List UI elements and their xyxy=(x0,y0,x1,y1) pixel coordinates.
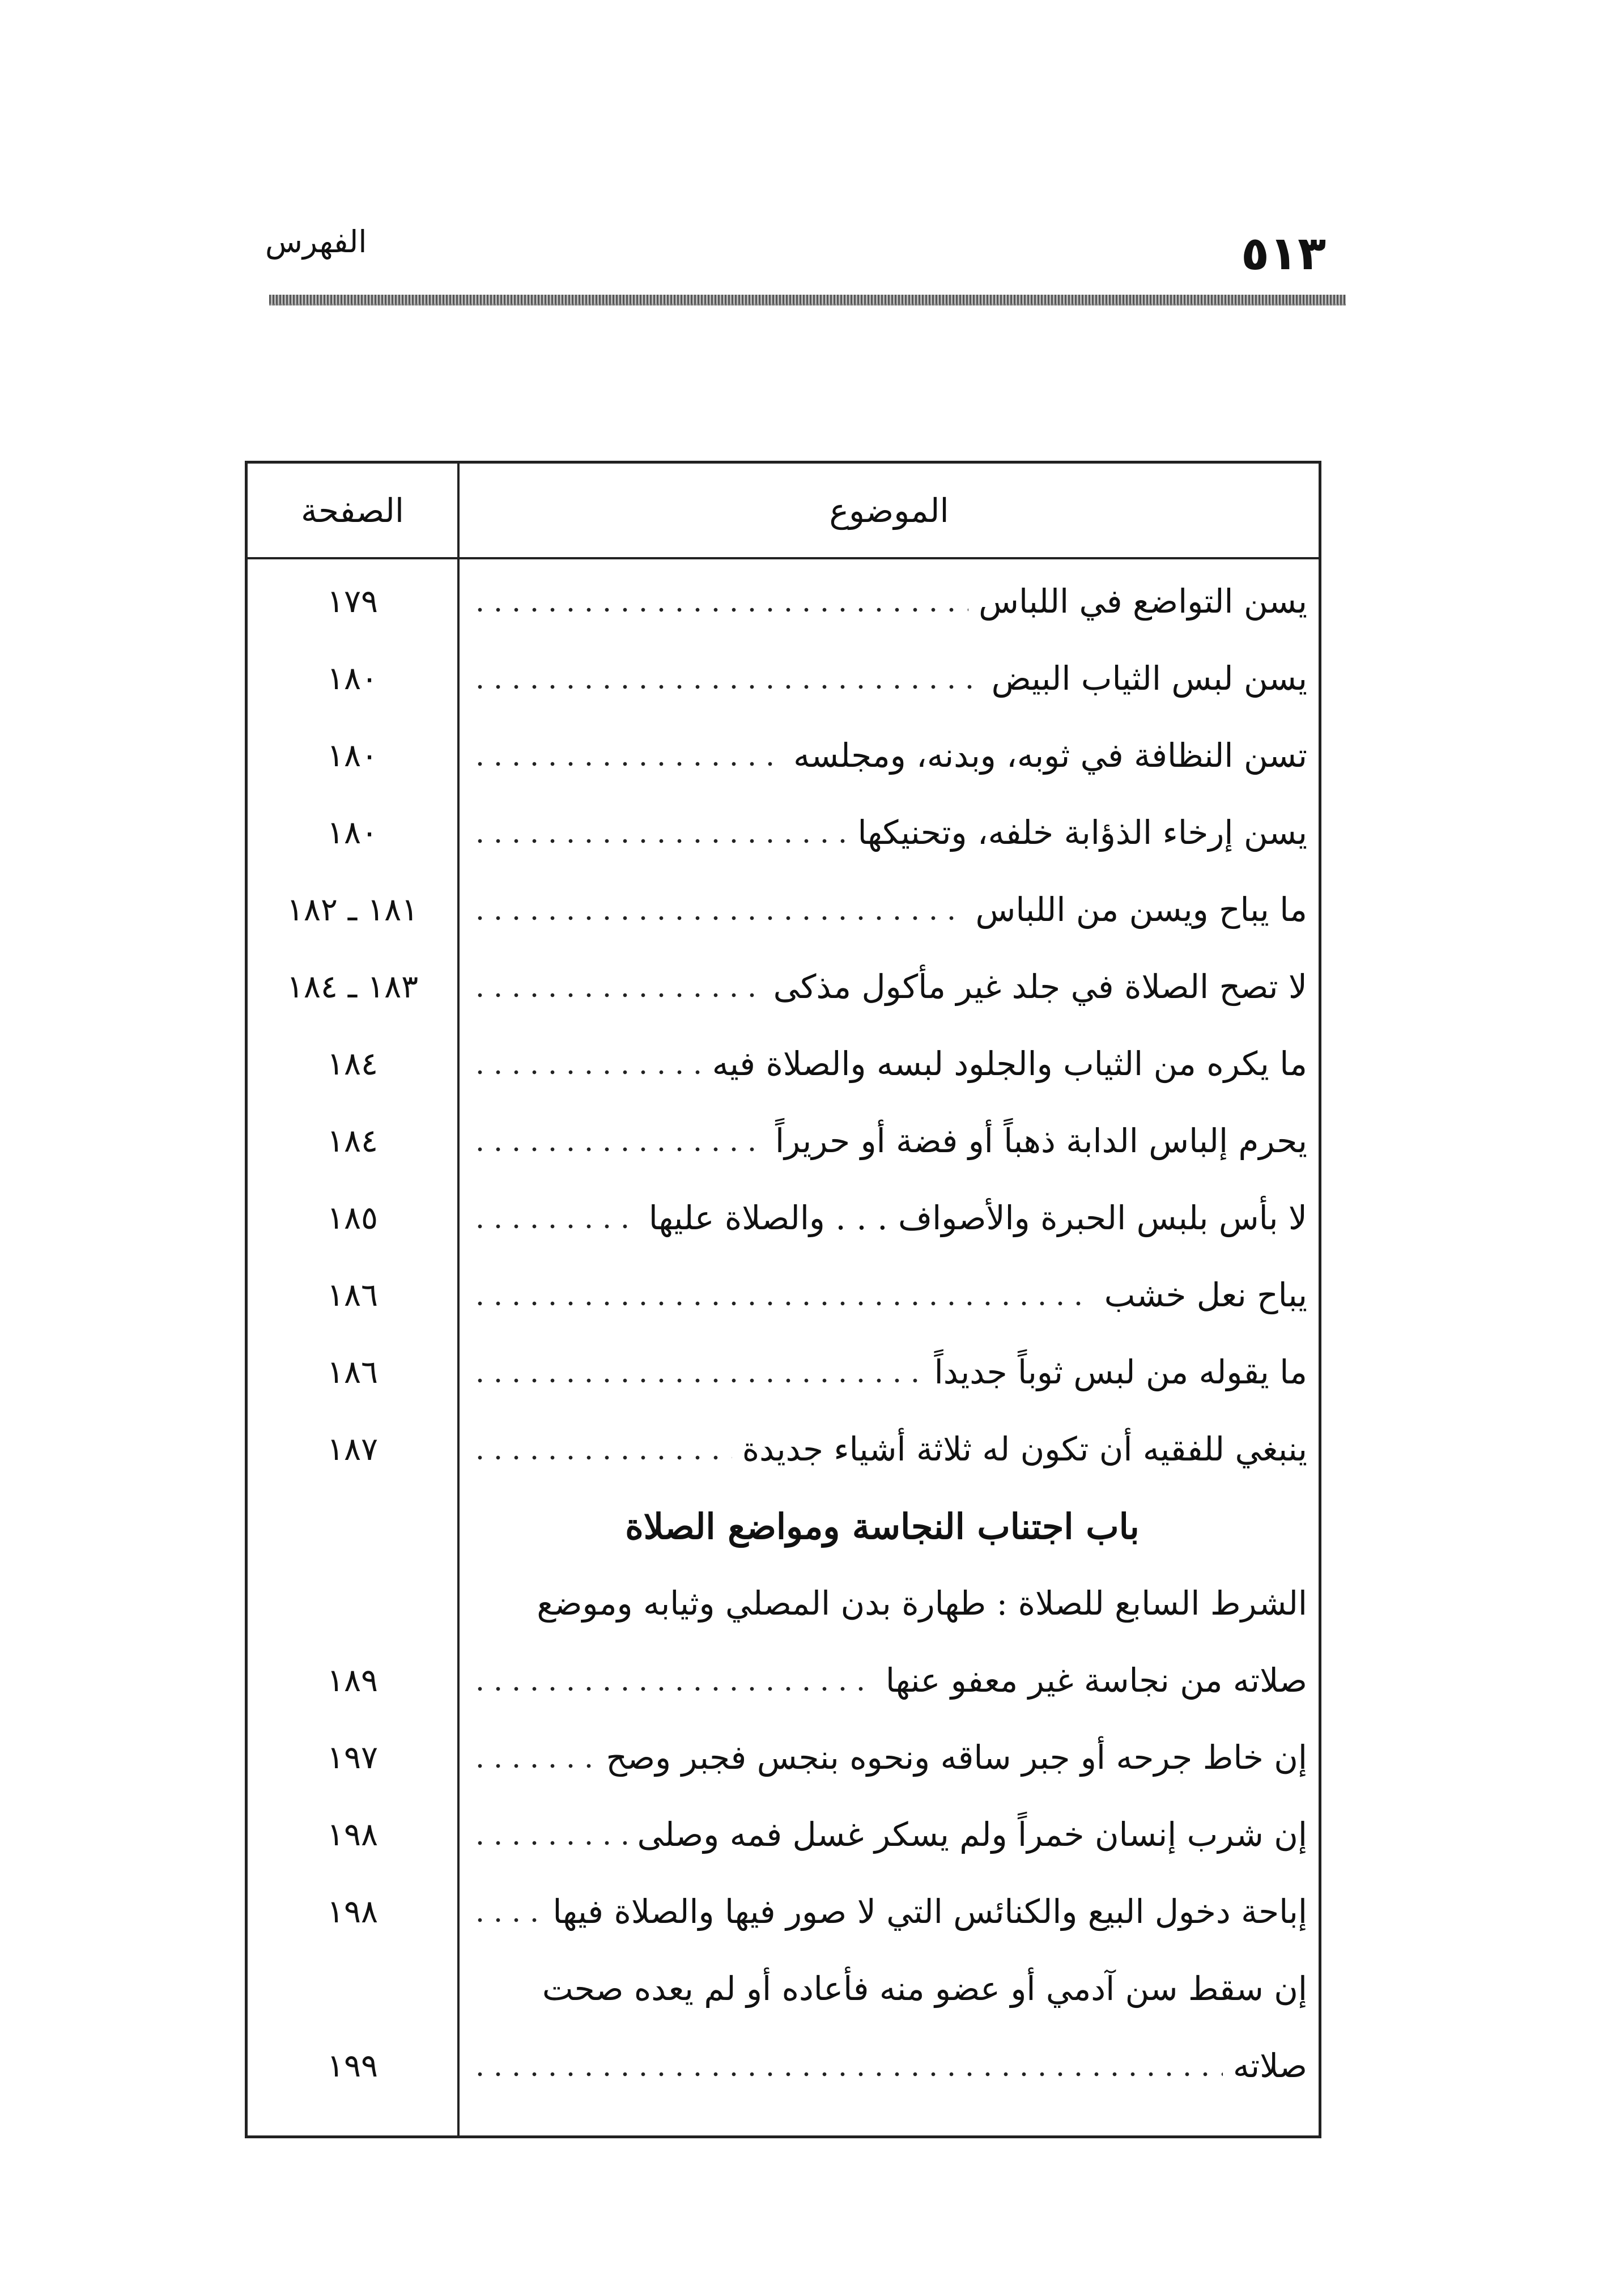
page-number: ٥١٣ xyxy=(1241,227,1327,281)
entry-page-number: ١٨٩ xyxy=(326,1662,379,1699)
table-row xyxy=(248,1796,1319,1873)
dot-leader xyxy=(471,606,968,614)
table-row xyxy=(248,948,1319,1025)
entry-topic-text: الشرط السابع للصلاة : طهارة بدن المصلي وثيابه وموضع xyxy=(537,1584,1307,1623)
entry-topic xyxy=(457,1565,1307,1642)
dot-leader xyxy=(471,1300,1094,1307)
table-row xyxy=(248,1873,1319,1950)
header-rule xyxy=(269,295,1346,305)
table-header-row xyxy=(248,464,1319,559)
entry-topic-text: يباح نعل خشب xyxy=(1104,1276,1307,1314)
column-header-page: الصفحة xyxy=(301,491,404,530)
entry-topic xyxy=(457,948,1307,1025)
entry-topic-text: يسن لبس الثياب البيض xyxy=(991,659,1307,698)
table-row xyxy=(248,1565,1319,1642)
table-row xyxy=(248,1025,1319,1102)
entry-topic-text: صلاته من نجاسة غير معفو عنها xyxy=(885,1661,1307,1700)
dot-leader xyxy=(471,2070,1223,2078)
entry-topic-text: إن خاط جرحه أو جبر ساقه ونحوه بنجس فجبر وصح xyxy=(606,1738,1307,1777)
entry-page-number: ١٨٥ xyxy=(326,1199,379,1237)
entry-topic xyxy=(457,1950,1307,2027)
table-row xyxy=(248,640,1319,717)
entry-topic-text: إن شرب إنسان خمراً ولم يسكر غسل فمه وصلى xyxy=(637,1815,1307,1854)
entry-topic-text: يسن التواضع في اللباس xyxy=(979,582,1307,621)
dot-leader xyxy=(471,991,763,999)
entry-topic xyxy=(457,871,1307,948)
entry-page-number: ١٨٦ xyxy=(326,1353,379,1391)
entry-topic-text: يحرم إلباس الدابة ذهباً أو فضة أو حريراً xyxy=(775,1122,1307,1160)
entry-page-number: ١٩٩ xyxy=(326,2047,379,2084)
dot-leader xyxy=(471,1454,732,1462)
index-table xyxy=(245,461,1321,2138)
entry-page-number xyxy=(248,1565,457,1642)
entry-topic-text: صلاته xyxy=(1232,2046,1307,2085)
dot-leader xyxy=(471,683,981,691)
entry-page-number: ١٩٨ xyxy=(326,1816,379,1853)
entry-topic xyxy=(457,1719,1307,1796)
table-row xyxy=(248,871,1319,948)
section-heading xyxy=(457,1488,1307,1565)
entry-topic-text: إباحة دخول البيع والكنائس التي لا صور فيها والصلاة فيها xyxy=(552,1892,1307,1931)
entry-topic xyxy=(457,1179,1307,1256)
dot-leader xyxy=(471,1685,875,1693)
entry-topic xyxy=(457,1642,1307,1719)
dot-leader xyxy=(471,1145,765,1153)
table-row xyxy=(248,1102,1319,1179)
entry-page-number: ١٨٧ xyxy=(326,1430,379,1468)
dot-leader xyxy=(471,760,783,768)
entry-page-number: ١٨٠ xyxy=(326,737,379,774)
dot-leader xyxy=(471,1068,702,1076)
entry-topic xyxy=(457,1411,1307,1488)
entry-topic xyxy=(457,1334,1307,1411)
entry-topic-text: لا بأس بلبس الحبرة والأصواف . . . والصلاة عليها xyxy=(648,1199,1307,1237)
entry-topic xyxy=(457,1102,1307,1179)
entry-topic xyxy=(457,794,1307,871)
entry-topic-text: ينبغي للفقيه أن تكون له ثلاثة أشياء جديدة xyxy=(742,1430,1307,1468)
entry-page-number: ١٩٧ xyxy=(326,1739,379,1776)
dot-leader xyxy=(471,1916,542,1924)
dot-leader xyxy=(471,914,966,922)
entry-page-number: ١٨١ ـ ١٨٢ xyxy=(286,891,419,928)
entry-topic xyxy=(457,1796,1307,1873)
entry-topic xyxy=(457,1873,1307,1950)
entry-page-number: ١٨٤ xyxy=(326,1122,379,1160)
dot-leader xyxy=(471,1377,924,1385)
entry-page-number: ١٩٨ xyxy=(326,1893,379,1930)
table-row xyxy=(248,1411,1319,1488)
table-row xyxy=(248,1334,1319,1411)
entry-page-number: ١٨٣ ـ ١٨٤ xyxy=(286,968,419,1005)
entry-topic-text: ما يقوله من لبس ثوباً جديداً xyxy=(934,1353,1307,1391)
index-entries xyxy=(248,563,1319,2135)
entry-topic xyxy=(457,1025,1307,1102)
entry-topic-text: ما يباح ويسن من اللباس xyxy=(975,890,1307,929)
entry-page-number xyxy=(248,1950,457,2027)
entry-topic-text: لا تصح الصلاة في جلد غير مأكول مذكى xyxy=(773,967,1307,1006)
table-row xyxy=(248,2027,1319,2104)
dot-leader xyxy=(471,1762,596,1770)
entry-topic xyxy=(457,2027,1307,2104)
entry-topic xyxy=(457,640,1307,717)
table-row xyxy=(248,717,1319,794)
dot-leader xyxy=(471,1222,639,1230)
table-row xyxy=(248,1256,1319,1334)
entry-topic xyxy=(457,563,1307,640)
dot-leader xyxy=(471,1839,627,1847)
entry-topic-text: باب اجتناب النجاسة ومواضع الصلاة xyxy=(625,1505,1140,1547)
entry-topic-text: يسن إرخاء الذؤابة خلفه، وتحنيكها xyxy=(857,813,1307,852)
entry-topic-text: تسن النظافة في ثوبه، وبدنه، ومجلسه xyxy=(793,736,1307,775)
running-title: الفهرس xyxy=(265,224,367,260)
entry-page-number: ١٨٤ xyxy=(326,1045,379,1082)
table-row xyxy=(248,1179,1319,1256)
column-header-topic: الموضوع xyxy=(829,491,949,530)
entry-page-number: ١٧٩ xyxy=(326,583,379,620)
entry-topic xyxy=(457,1256,1307,1334)
entry-topic-text: ما يكره من الثياب والجلود لبسه والصلاة فيه xyxy=(712,1044,1307,1083)
entry-page-number: ١٨٠ xyxy=(326,660,379,697)
entry-topic-text: إن سقط سن آدمي أو عضو منه فأعاده أو لم يعده صحت xyxy=(542,1969,1307,2008)
dot-leader xyxy=(471,837,847,845)
table-row xyxy=(248,1719,1319,1796)
entry-page-number xyxy=(248,1488,457,1565)
section-heading-row xyxy=(248,1488,1319,1565)
table-row xyxy=(248,563,1319,640)
entry-page-number: ١٨٠ xyxy=(326,814,379,851)
entry-topic xyxy=(457,717,1307,794)
table-row xyxy=(248,794,1319,871)
entry-page-number: ١٨٦ xyxy=(326,1276,379,1314)
table-row xyxy=(248,1642,1319,1719)
table-row xyxy=(248,1950,1319,2027)
